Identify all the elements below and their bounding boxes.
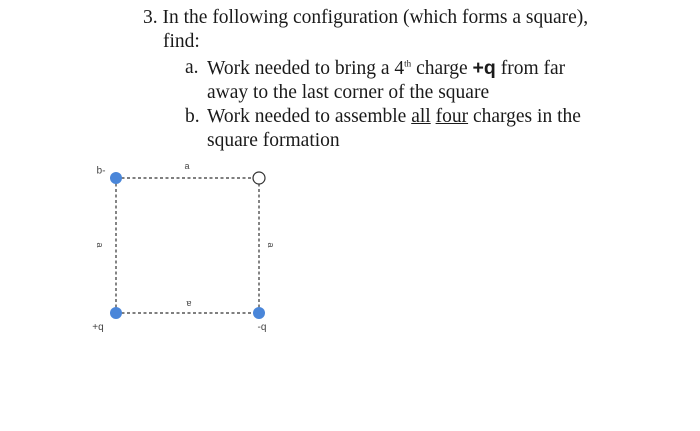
- charge-bottom-right: [253, 307, 265, 319]
- side-label-left: a: [95, 242, 105, 248]
- side-label-bottom: a: [186, 299, 192, 309]
- part-a-letter: a.: [185, 57, 199, 78]
- problem-number: 3.: [143, 7, 158, 28]
- part-a-text-before: Work needed to bring a 4: [207, 58, 405, 79]
- side-label-top: a: [184, 161, 190, 171]
- part-b-letter: b.: [185, 106, 200, 127]
- part-b-underlined-all: all: [411, 106, 431, 127]
- part-a-text-line2: away to the last corner of the square: [207, 82, 490, 103]
- charge-top-left: [110, 172, 122, 184]
- part-a-text-mid: charge: [411, 58, 473, 79]
- label-bottom-right: -q: [257, 322, 267, 333]
- charge-bottom-left: [110, 307, 122, 319]
- part-b-underlined-four: four: [435, 106, 469, 127]
- part-a-text-after: from far: [495, 58, 566, 79]
- side-label-right: a: [266, 242, 276, 248]
- label-bottom-left: +q: [92, 322, 104, 333]
- part-b-text-after: charges in the: [468, 106, 581, 127]
- part-a-charge: +q: [472, 57, 496, 79]
- part-b-text-before: Work needed to assemble: [207, 106, 412, 127]
- problem-intro-line2: find:: [163, 31, 200, 52]
- part-a-superscript: th: [404, 58, 412, 69]
- label-top-left: -q: [96, 165, 106, 176]
- charge-top-right-empty: [253, 172, 265, 184]
- part-b-text-line2: square formation: [207, 130, 340, 151]
- problem-intro-line1: In the following configuration (which forms a square),: [162, 7, 589, 28]
